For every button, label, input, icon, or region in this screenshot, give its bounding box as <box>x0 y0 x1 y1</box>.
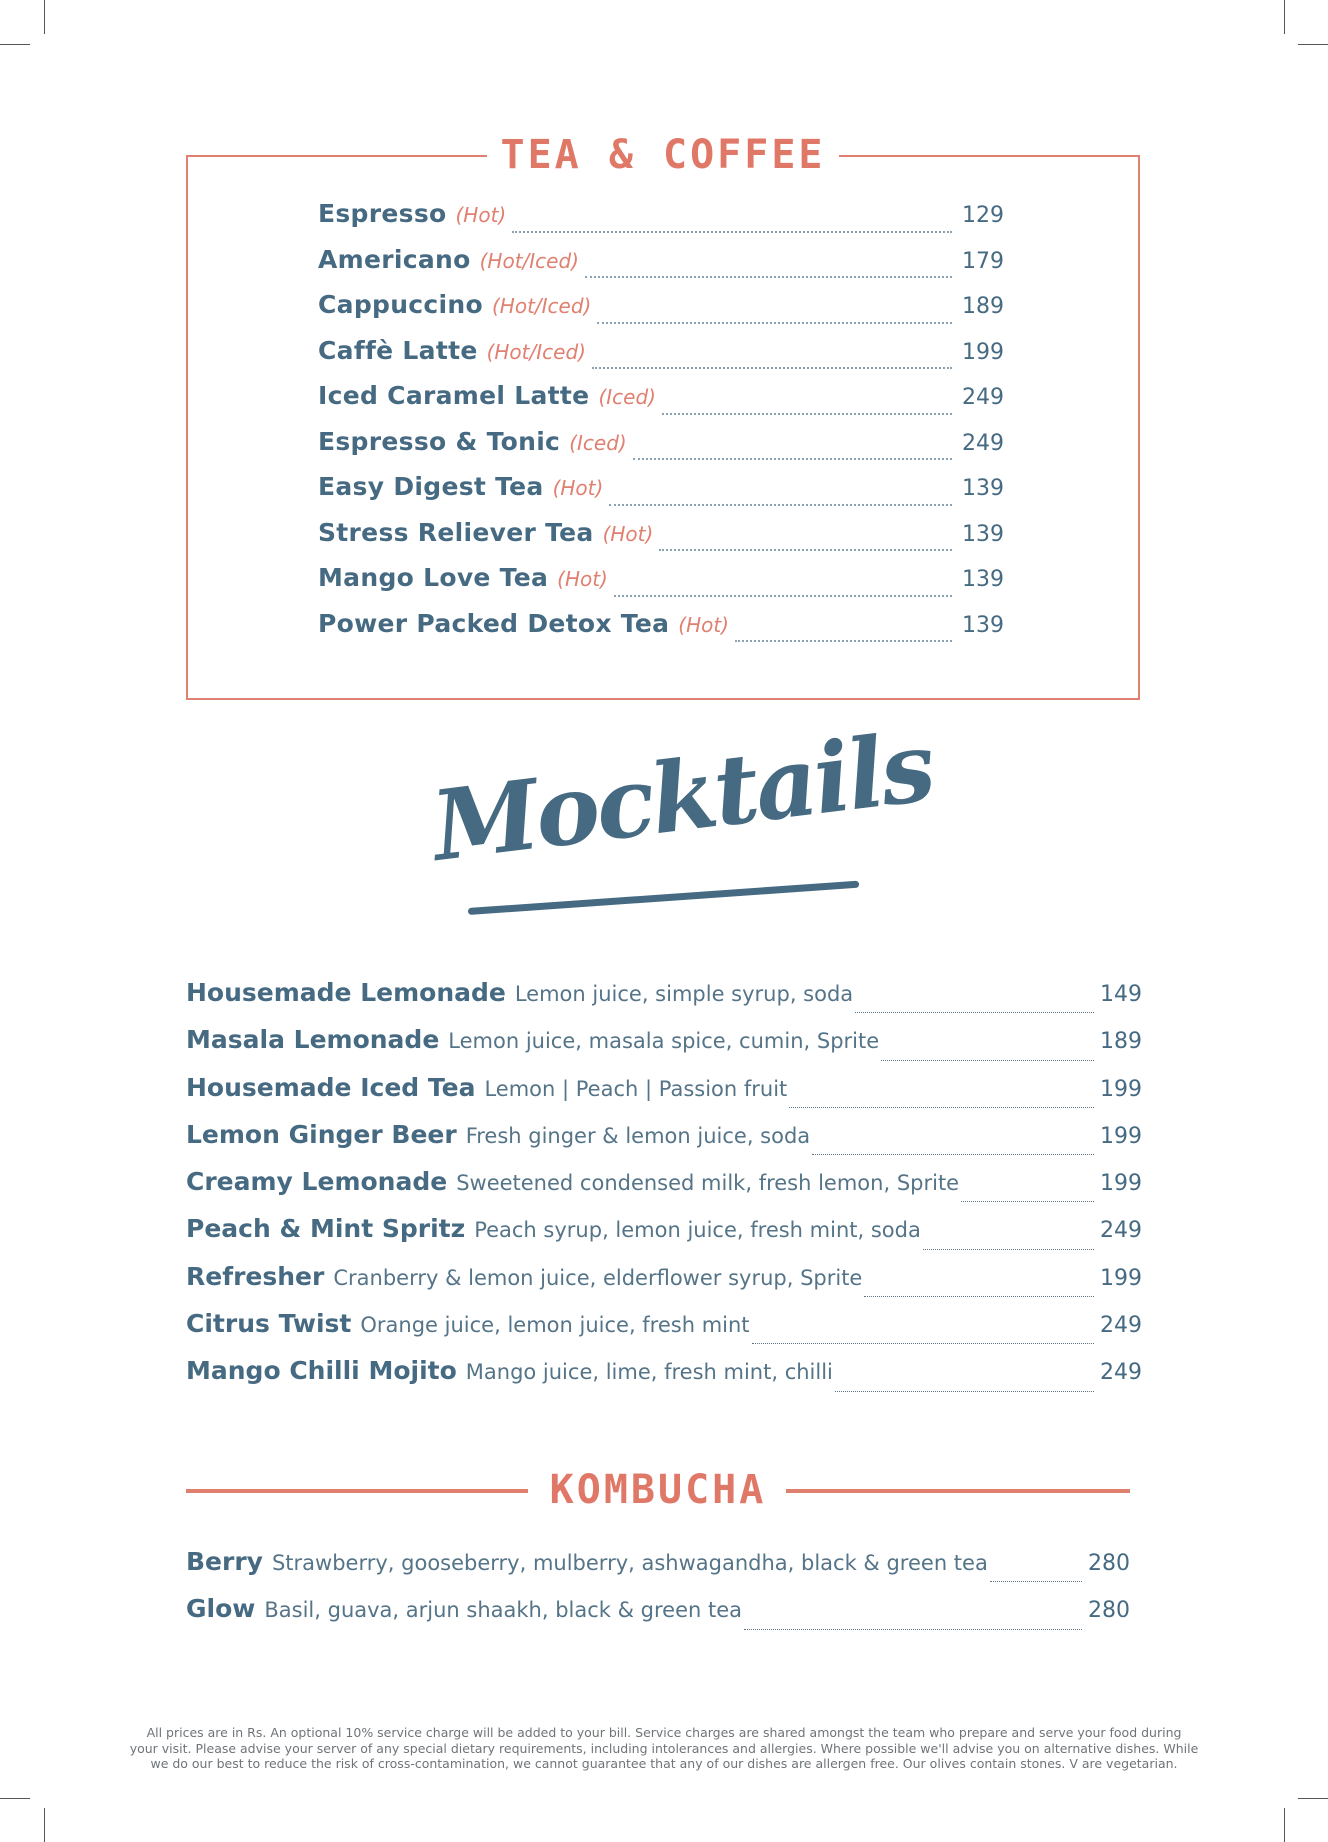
item-price: 129 <box>962 203 1004 228</box>
footer-line: your visit. Please advise your server of any special dietary requirements, including intolerances and allergies. Where possible we'll advise you on alternative dishes. While <box>129 1740 1199 1756</box>
mocktails-list <box>186 978 1142 1404</box>
item-temp: (Hot) <box>602 521 654 546</box>
tea-coffee-title: TEA & COFFEE <box>487 129 840 181</box>
item-price: 199 <box>1100 1123 1142 1149</box>
dot-leader <box>659 549 952 551</box>
dot-leader <box>961 1201 1094 1202</box>
menu-item <box>318 381 1004 427</box>
menu-item <box>318 472 1004 518</box>
item-name: Masala Lemonade <box>186 1025 440 1055</box>
mocktails-underline <box>468 881 860 915</box>
item-name: Easy Digest Tea <box>318 472 544 501</box>
crop-mark <box>44 0 45 34</box>
item-temp: (Hot) <box>552 476 604 500</box>
menu-item <box>186 1120 1142 1167</box>
menu-item <box>318 427 1004 473</box>
menu-item <box>318 199 1004 245</box>
item-price: 249 <box>1100 1360 1142 1386</box>
item-price: 199 <box>1100 1171 1142 1197</box>
item-name: Mango Chilli Mojito <box>186 1356 457 1386</box>
dot-leader <box>923 1249 1094 1250</box>
menu-item <box>186 1025 1142 1072</box>
dot-leader <box>812 1154 1094 1155</box>
item-name: Housemade Lemonade <box>186 978 506 1007</box>
dot-leader <box>990 1581 1082 1582</box>
item-price: 189 <box>962 294 1004 319</box>
item-description: Orange juice, lemon juice, fresh mint <box>360 1313 750 1338</box>
menu-item <box>186 1594 1130 1641</box>
item-temp: (Hot) <box>678 612 729 637</box>
item-description: Fresh ginger & lemon juice, soda <box>465 1123 811 1148</box>
item-price: 249 <box>1100 1313 1142 1339</box>
menu-item <box>318 290 1004 336</box>
item-description: Lemon juice, masala spice, cumin, Sprite <box>448 1029 880 1054</box>
item-name: Espresso <box>318 199 447 228</box>
tea-coffee-list <box>318 199 1004 654</box>
crop-mark <box>1298 1798 1328 1799</box>
crop-mark <box>0 1798 30 1799</box>
item-name: Mango Love Tea <box>318 563 549 592</box>
item-price: 149 <box>1100 982 1142 1007</box>
item-price: 249 <box>962 430 1004 456</box>
item-price: 199 <box>1100 1076 1142 1102</box>
dot-leader <box>592 367 952 369</box>
item-name: Americano <box>318 244 471 274</box>
item-name: Stress Reliever Tea <box>318 517 594 547</box>
item-price: 139 <box>962 567 1004 592</box>
menu-item <box>186 1167 1142 1214</box>
item-description: Sweetened condensed milk, fresh lemon, Sprite <box>456 1171 960 1196</box>
menu-item <box>186 1309 1142 1356</box>
dot-leader <box>609 504 952 506</box>
dot-leader <box>597 322 952 324</box>
kombucha-heading <box>186 1465 1130 1515</box>
dot-leader <box>881 1060 1094 1061</box>
item-name: Caffè Latte <box>318 335 478 365</box>
item-name: Peach & Mint Spritz <box>186 1214 466 1244</box>
menu-item <box>186 1214 1142 1261</box>
item-name: Iced Caramel Latte <box>318 381 590 410</box>
item-description: Strawberry, gooseberry, mulberry, ashwagandha, black & green tea <box>271 1551 988 1575</box>
menu-item <box>318 336 1004 382</box>
item-price: 199 <box>962 339 1004 365</box>
crop-mark <box>1284 1808 1285 1842</box>
item-temp: (Hot) <box>557 567 608 591</box>
item-price: 280 <box>1088 1598 1130 1624</box>
dot-leader <box>789 1107 1094 1108</box>
item-price: 179 <box>962 248 1004 274</box>
menu-item <box>186 1073 1142 1120</box>
item-name: Citrus Twist <box>186 1309 352 1339</box>
item-price: 249 <box>1100 1218 1142 1244</box>
item-temp: (Hot) <box>455 203 507 227</box>
dot-leader <box>752 1343 1094 1344</box>
menu-item <box>318 609 1004 655</box>
menu-item <box>186 1356 1142 1403</box>
item-price: 139 <box>962 612 1004 638</box>
footer-line: we do our best to reduce the risk of cross-contamination, we cannot guarantee that any of our dishes are allergen free. Our olives contain stones. V are vegetarian. <box>150 1756 1178 1771</box>
item-description: Lemon juice, simple syrup, soda <box>514 982 854 1006</box>
crop-mark <box>1284 0 1285 34</box>
dot-leader <box>835 1391 1094 1392</box>
dot-leader <box>585 276 952 278</box>
item-name: Berry <box>186 1547 263 1576</box>
tea-coffee-section <box>186 132 1140 700</box>
menu-item <box>318 563 1004 609</box>
footer-line: All prices are in Rs. An optional 10% service charge will be added to your bill. Service charges are shared amongst the team who prepare and serve your food during <box>146 1725 1182 1740</box>
menu-item <box>318 245 1004 291</box>
item-temp: (Hot/Iced) <box>492 294 592 318</box>
item-name: Power Packed Detox Tea <box>318 608 670 638</box>
crop-mark <box>0 44 30 45</box>
menu-item <box>186 1547 1130 1594</box>
item-temp: (Hot/Iced) <box>479 248 579 273</box>
item-description: Peach syrup, lemon juice, fresh mint, soda <box>474 1218 921 1243</box>
dot-leader <box>512 231 952 233</box>
crop-mark <box>1298 44 1328 45</box>
mocktails-title: Mocktails <box>426 709 939 883</box>
item-name: Cappuccino <box>318 290 483 319</box>
item-price: 189 <box>1100 1029 1142 1055</box>
kombucha-list <box>186 1547 1130 1642</box>
item-name: Glow <box>186 1594 256 1624</box>
dot-leader <box>744 1629 1082 1630</box>
item-temp: (Hot/Iced) <box>486 339 586 364</box>
menu-item <box>186 1262 1142 1309</box>
tea-coffee-heading <box>188 129 1138 181</box>
menu-item <box>186 978 1142 1025</box>
item-description: Lemon | Peach | Passion fruit <box>484 1076 788 1101</box>
item-name: Creamy Lemonade <box>186 1167 448 1197</box>
dot-leader <box>662 413 952 415</box>
item-price: 249 <box>962 385 1004 410</box>
item-price: 280 <box>1088 1551 1130 1576</box>
kombucha-title: KOMBUCHA <box>549 1467 767 1513</box>
item-name: Lemon Ginger Beer <box>186 1119 457 1149</box>
dot-leader <box>735 640 952 642</box>
item-temp: (Iced) <box>598 385 656 409</box>
dot-leader <box>855 1012 1094 1013</box>
dot-leader <box>614 595 952 597</box>
item-description: Cranberry & lemon juice, elderflower syrup, Sprite <box>333 1265 863 1290</box>
item-description: Basil, guava, arjun shaakh, black & green tea <box>264 1598 743 1623</box>
menu-item <box>318 518 1004 564</box>
mocktails-heading <box>426 709 939 940</box>
item-price: 139 <box>962 521 1004 547</box>
item-name: Housemade Iced Tea <box>186 1072 476 1102</box>
item-name: Espresso & Tonic <box>318 426 561 456</box>
crop-mark <box>44 1808 45 1842</box>
item-price: 139 <box>962 476 1004 501</box>
item-description: Mango juice, lime, fresh mint, chilli <box>465 1360 833 1385</box>
item-name: Refresher <box>186 1261 325 1291</box>
dot-leader <box>633 458 952 460</box>
footer-note <box>100 1725 1228 1772</box>
dot-leader <box>864 1296 1094 1297</box>
item-temp: (Iced) <box>569 430 627 455</box>
item-price: 199 <box>1100 1265 1142 1291</box>
